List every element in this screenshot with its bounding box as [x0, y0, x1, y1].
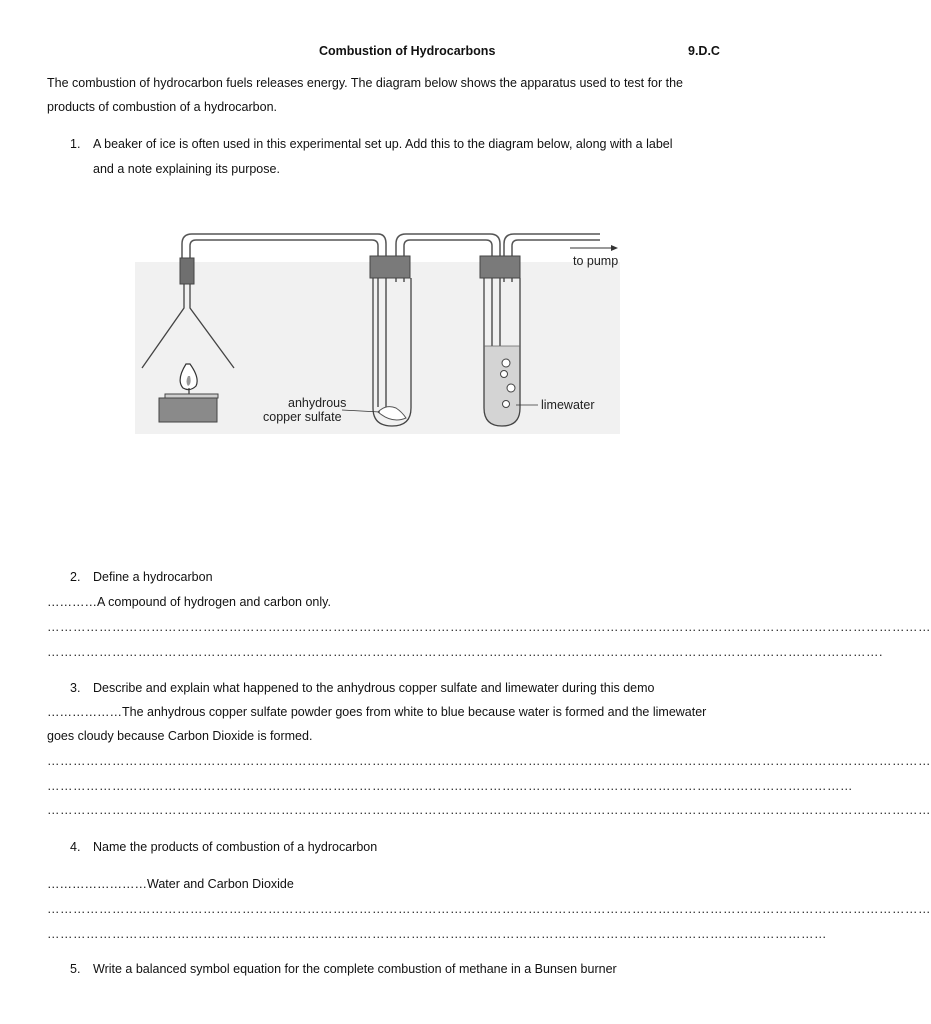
intro-line-1: The combustion of hydrocarbon fuels releases energy. The diagram below shows the apparatus used to test for the — [47, 76, 684, 90]
question-4-answer: Water and Carbon Dioxide — [147, 877, 294, 891]
question-2-number: 2. — [70, 570, 81, 584]
bubble-icon — [501, 371, 508, 378]
class-code: 9.D.C — [688, 44, 720, 58]
page-title: Combustion of Hydrocarbons — [319, 44, 496, 58]
question-3-number: 3. — [70, 681, 81, 695]
label-to-pump: to pump — [573, 254, 619, 268]
question-5-text: Write a balanced symbol equation for the complete combustion of methane in a Bunsen burner — [93, 962, 617, 976]
question-2-answer: A compound of hydrogen and carbon only. — [97, 595, 331, 609]
bubble-icon — [503, 401, 510, 408]
pump-arrow-head — [611, 245, 618, 251]
answer-dot-line: …………………………………………………………………………………………………………………………………………………………………………………… — [47, 803, 931, 817]
answer-dot-line: ……………………………………………………………………………………………………………………………………………………………… — [47, 927, 827, 941]
question-4-answer-line — [47, 877, 294, 891]
apparatus-diagram — [130, 222, 640, 434]
answer-dot-line: …………………………………………………………………………………………………………………………………………………………………………………… — [47, 620, 931, 634]
question-5-number: 5. — [70, 962, 81, 976]
question-3-answer-line-2: goes cloudy because Carbon Dioxide is formed. — [47, 729, 313, 743]
answer-prefix-dots: ………… — [47, 595, 97, 609]
bubble-icon — [502, 359, 510, 367]
answer-dot-line: …………………………………………………………………………………………………………………………………………………………………………………… — [47, 902, 931, 916]
bubble-icon — [507, 384, 515, 392]
question-4-number: 4. — [70, 840, 81, 854]
stopper-1 — [370, 256, 410, 278]
question-3-answer-line-1 — [47, 705, 706, 719]
label-limewater: limewater — [541, 398, 595, 412]
rubber-connector — [180, 258, 194, 284]
answer-prefix-dots: ……………… — [47, 705, 122, 719]
answer-dot-line: …………………………………………………………………………………………………………………………………………………………………………. — [47, 645, 883, 659]
burner-top — [165, 394, 218, 398]
question-1-line-2: and a note explaining its purpose. — [93, 162, 280, 176]
stopper-2 — [480, 256, 520, 278]
label-copper-sulfate: copper sulfate — [263, 410, 342, 424]
answer-dot-line: …………………………………………………………………………………………………………………………………………………………………………………… — [47, 754, 931, 768]
question-1-line-1: A beaker of ice is often used in this experimental set up. Add this to the diagram below, along with a label — [93, 137, 673, 151]
answer-dot-line: …………………………………………………………………………………………………………………………………………………………………… — [47, 779, 853, 793]
burner-block — [159, 398, 217, 422]
label-anhydrous: anhydrous — [288, 396, 347, 410]
question-4-text: Name the products of combustion of a hydrocarbon — [93, 840, 378, 854]
answer-prefix-dots: …………………… — [47, 877, 147, 891]
question-2-text: Define a hydrocarbon — [93, 570, 213, 584]
question-2-answer-line — [47, 595, 331, 609]
question-3-answer-part-1: The anhydrous copper sulfate powder goes from white to blue because water is formed and the limewater — [122, 705, 707, 719]
question-3-text: Describe and explain what happened to the anhydrous copper sulfate and limewater during this demo — [93, 681, 655, 695]
intro-line-2: products of combustion of a hydrocarbon. — [47, 100, 277, 114]
question-1-number: 1. — [70, 137, 81, 151]
